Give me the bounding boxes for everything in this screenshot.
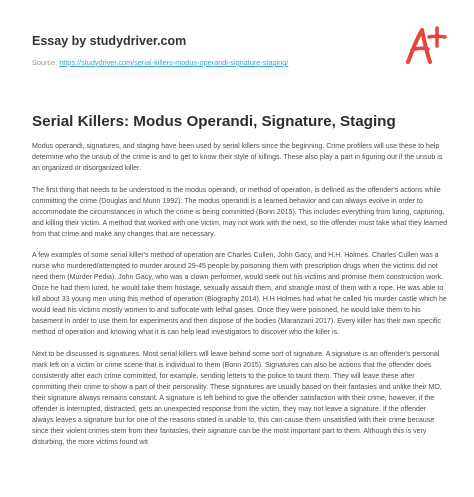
a-plus-logo-graphic <box>400 22 448 70</box>
paragraph-intro: Modus operandi, signatures, and staging have been used by serial killers since the beginning. Crime profilers will use these to help determine who the unsub of the crime is and to get to know their style of killings. These also play a part in figuring out if the unsub is an organized or disorganized killer. <box>32 143 443 172</box>
a-plus-logo-icon <box>400 22 448 70</box>
essay-body <box>32 142 448 459</box>
source-label: Source: <box>32 58 58 67</box>
source-line <box>32 58 288 67</box>
site-brand: Essay by studydriver.com <box>32 34 187 48</box>
source-link[interactable]: https://studydriver.com/serial-killers-modus-operandi-signature-staging/ <box>59 58 289 67</box>
paragraph-signatures: Next to be discussed is signatures. Most serial killers will leave behind some sort of signature. A signature is an offender's personal mark left on a victim or crime scene that is individual to them (Bonn 2015). Signatures can also be actions that the offender does consistently after each crime committed, for example, sending letters to the police to taunt them. They will leave these after committing their crime to show a part of their personality. These signatures are usually based on their fantasies and unlike their MO, their signature always remains constant. A signature is left behind to give the offender satisfaction with their crime, however, if the offender is interrupted, distracted, gets an unexpected response from the victim, they may not leave a signature. If the offender always leaves a signature but for one of the reasons stated is unable to, this can cause them unsatisfied with their crime because since their violent crimes stem from their fantasies, their signature can be the most important part to them. Although this is very disturbing, the more victims found wit <box>32 350 442 446</box>
paragraph-modus-operandi: The first thing that needs to be understood is the modus operandi, or method of operation, is defined as the offender's actions while committing the crime (Douglas and Munn 1992). The modus operandi is a learned behavior and can always evolve in order to accommodate the circumstances in which the crime is being committed (Bonn 2015). This includes everything from luring, capturing, and killing their victim. A method that worked with one victim, may not work with the next, so the offender must take what they learned from that crime and make any changes that are necessary. <box>32 186 448 238</box>
paragraph-examples: A few examples of some serial killer's method of operation are Charles Cullen, John Gacy, and H.H. Holmes. Charles Cullen was a nurse who murdered/attempted to murder around 29-45 people by poisoning them with prescription drugs when the victims did not need them (Murder Pedia). John Gacy, who was a clown performer, would seek out his victims and promise them construction work. Once he had them lured, he would take them hostage, sexually assault them, and strangle most of them with a rope. He was able to kill about 33 young men using this method of operation (Biography 2014). H.H Holmes had what he called his murder castle which he would lead his victims mostly women to and suffocate with lethal gases. Once they were poisoned, he would take them to his basement in order to use them for experiments and then dispose of the bodies (Maranzani 2017). Every killer has their own specific method of operation and knowing what it is can help lead investigators to discover who the killer is. <box>32 252 447 337</box>
essay-title: Serial Killers: Modus Operandi, Signature, Staging <box>32 113 396 130</box>
